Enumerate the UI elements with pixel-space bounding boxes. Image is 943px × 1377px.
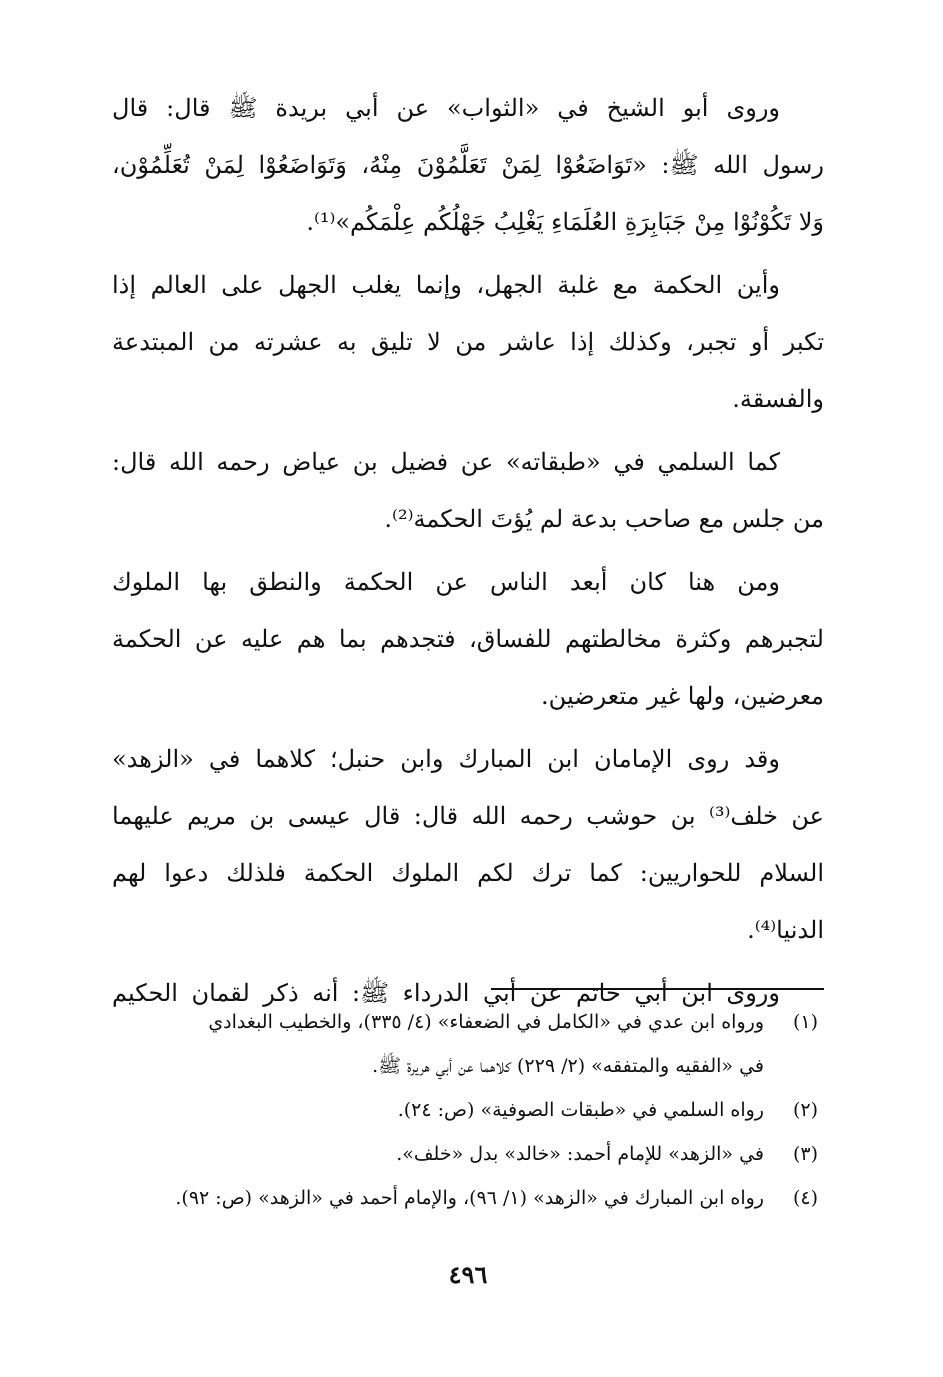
footnote-number: (١) xyxy=(792,1011,818,1033)
footnote-number: (٢) xyxy=(792,1099,818,1121)
book-page xyxy=(112,80,824,1320)
text-line: عن خلف⁽³⁾ بن حوشب رحمه الله قال: قال عيسى بن مريم عليهما xyxy=(112,802,824,830)
text-line: وقد روى الإمامان ابن المبارك وابن حنبل؛ كلاهما في «الزهد» xyxy=(112,745,780,773)
footnote-4 xyxy=(112,1176,824,1220)
text-line: ومن هنا كان أبعد الناس عن الحكمة والنطق بها الملوك xyxy=(112,568,780,596)
paragraph-5 xyxy=(112,731,824,959)
footnote-number: (٣) xyxy=(792,1143,818,1165)
text-line: وَلا تَكُوْنُوْا مِنْ جَبَابِرَةِ العُلَمَاءِ يَغْلِبُ جَهْلُكُم عِلْمَكُم»⁽¹⁾. xyxy=(306,208,824,236)
text-line: الدنيا⁽⁴⁾. xyxy=(747,916,824,944)
paragraph-2 xyxy=(112,257,824,428)
paragraph-3 xyxy=(112,434,824,548)
text-line: وروى ابن أبي حاتم عن أبي الدرداء ﷺ: أنه ذكر لقمان الحكيم xyxy=(112,979,780,1007)
footnotes xyxy=(112,1000,824,1220)
footnote-3 xyxy=(112,1132,824,1176)
paragraph-1 xyxy=(112,80,824,251)
main-text xyxy=(112,80,824,1022)
footnote-1 xyxy=(112,1000,824,1088)
text-line: رسول الله ﷺ: «تَوَاضَعُوْا لِمَنْ تَعَلَّمُوْنَ مِنْهُ، وَتَوَاضَعُوْا لِمَنْ تُعَلِّمُوْن، xyxy=(112,151,824,179)
text-line: كما السلمي في «طبقاته» عن فضيل بن عياض رحمه الله قال: xyxy=(112,448,780,476)
paragraph-4 xyxy=(112,554,824,725)
footnote-text: ورواه ابن عدي في «الكامل في الضعفاء» (٤/ ٣٣٥)، والخطيب البغدادي xyxy=(208,1011,764,1033)
text-line: السلام للحواريين: كما ترك لكم الملوك الحكمة فلذلك دعوا لهم xyxy=(112,859,824,887)
text-line: والفسقة. xyxy=(732,385,824,413)
text-line: من جلس مع صاحب بدعة لم يُؤتَ الحكمة⁽²⁾. xyxy=(384,505,824,533)
footnote-text: رواه ابن المبارك في «الزهد» (١/ ٩٦)، والإمام أحمد في «الزهد» (ص: ٩٢). xyxy=(175,1187,764,1209)
footnote-number: (٤) xyxy=(792,1187,818,1209)
footnote-2 xyxy=(112,1088,824,1132)
page-number: ٤٩٦ xyxy=(448,1260,488,1289)
footnote-text: رواه السلمي في «طبقات الصوفية» (ص: ٢٤). xyxy=(397,1099,764,1121)
footnote-text: في «الفقيه والمتفقه» (٢/ ٢٢٩) كلاهما عن أبي هريرة ﷺ. xyxy=(372,1055,764,1077)
footnote-separator xyxy=(491,988,824,990)
footnote-text: في «الزهد» للإمام أحمد: «خالد» بدل «خلف». xyxy=(396,1143,764,1165)
text-line: لتجبرهم وكثرة مخالطتهم للفساق، فتجدهم بما هم عليه عن الحكمة xyxy=(112,625,824,653)
text-line: معرضين، ولها غير متعرضين. xyxy=(541,682,824,710)
text-line: تكبر أو تجبر، وكذلك إذا عاشر من لا تليق به عشرته من المبتدعة xyxy=(112,328,824,356)
text-line: وروى أبو الشيخ في «الثواب» عن أبي بريدة ﷺ قال: قال xyxy=(112,94,780,122)
text-line: وأين الحكمة مع غلبة الجهل، وإنما يغلب الجهل على العالم إذا xyxy=(112,271,780,299)
